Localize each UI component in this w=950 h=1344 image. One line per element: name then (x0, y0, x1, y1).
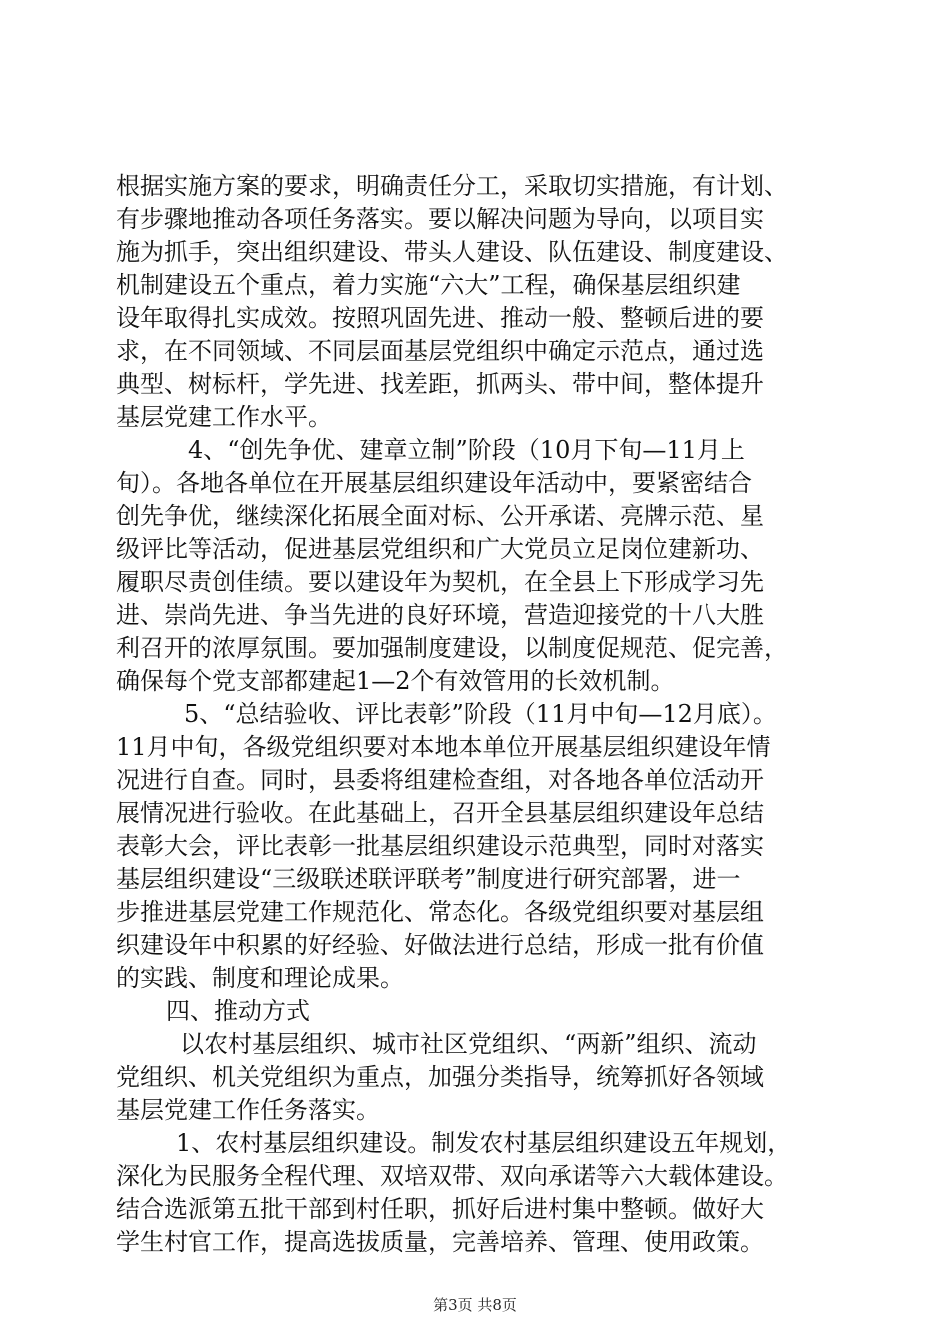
text-line: 表彰大会，评比表彰一批基层组织建设示范典型，同时对落实 (116, 832, 764, 860)
text-line: 有步骤地推动各项任务落实。要以解决问题为导向，以项目实 (116, 205, 764, 233)
text-line: 结合选派第五批干部到村任职，抓好后进村集中整顿。做好大 (116, 1195, 764, 1223)
paragraph-first-line: 以农村基层组织、城市社区党组织、“两新”组织、流动 (180, 1030, 757, 1058)
text-line: 设年取得扎实成效。按照巩固先进、推动一般、整顿后进的要 (116, 304, 764, 332)
text-line: 施为抓手，突出组织建设、带头人建设、队伍建设、制度建设、 (116, 238, 788, 266)
document-body (116, 170, 856, 1259)
text-line: 11月中旬，各级党组织要对本地本单位开展基层组织建设年情 (116, 733, 771, 761)
text-line: 履职尽责创佳绩。要以建设年为契机，在全县上下形成学习先 (116, 568, 764, 596)
text-line: 基层党建工作任务落实。 (116, 1096, 380, 1124)
text-line: 进、崇尚先进、争当先进的良好环境，营造迎接党的十八大胜 (116, 601, 764, 629)
section-5-heading-line: 5、“总结验收、评比表彰”阶段（11月中旬—12月底）。 (184, 700, 777, 728)
section-heading: 四、推动方式 (166, 997, 310, 1025)
text-line: 学生村官工作，提高选拔质量，完善培养、管理、使用政策。 (116, 1228, 764, 1256)
text-line: 根据实施方案的要求，明确责任分工，采取切实措施，有计划、 (116, 172, 788, 200)
text-line: 级评比等活动，促进基层党组织和广大党员立足岗位建新功、 (116, 535, 764, 563)
text-line: 机制建设五个重点，着力实施“六大”工程，确保基层组织建 (116, 271, 741, 299)
text-line: 步推进基层党建工作规范化、常态化。各级党组织要对基层组 (116, 898, 764, 926)
text-line: 求，在不同领域、不同层面基层党组织中确定示范点，通过选 (116, 337, 764, 365)
text-line: 旬）。各地各单位在开展基层组织建设年活动中，要紧密结合 (116, 469, 752, 497)
text-line: 展情况进行验收。在此基础上，召开全县基层组织建设年总结 (116, 799, 764, 827)
text-line: 深化为民服务全程代理、双培双带、双向承诺等六大载体建设。 (116, 1162, 788, 1190)
text-line: 基层组织建设“三级联述联评联考”制度进行研究部署，进一 (116, 865, 741, 893)
text-line: 基层党建工作水平。 (116, 403, 332, 431)
text-line: 创先争优，继续深化拓展全面对标、公开承诺、亮牌示范、星 (116, 502, 764, 530)
text-line: 利召开的浓厚氛围。要加强制度建设，以制度促规范、促完善， (116, 634, 788, 662)
text-line: 织建设年中积累的好经验、好做法进行总结，形成一批有价值 (116, 931, 764, 959)
text-line: 党组织、机关党组织为重点，加强分类指导，统筹抓好各领域 (116, 1063, 764, 1091)
text-line: 况进行自查。同时，县委将组建检查组，对各地各单位活动开 (116, 766, 764, 794)
text-line: 确保每个党支部都建起1—2个有效管用的长效机制。 (116, 667, 675, 695)
text-line: 典型、树标杆，学先进、找差距，抓两头、带中间，整体提升 (116, 370, 764, 398)
text-line: 的实践、制度和理论成果。 (116, 964, 404, 992)
page-number-footer: 第3页 共8页 (433, 1296, 517, 1314)
section-4-heading-line: 4、“创先争优、建章立制”阶段（10月下旬—11月上 (188, 436, 745, 464)
subsection-1-heading-line: 1、农村基层组织建设。制发农村基层组织建设五年规划， (176, 1129, 792, 1157)
